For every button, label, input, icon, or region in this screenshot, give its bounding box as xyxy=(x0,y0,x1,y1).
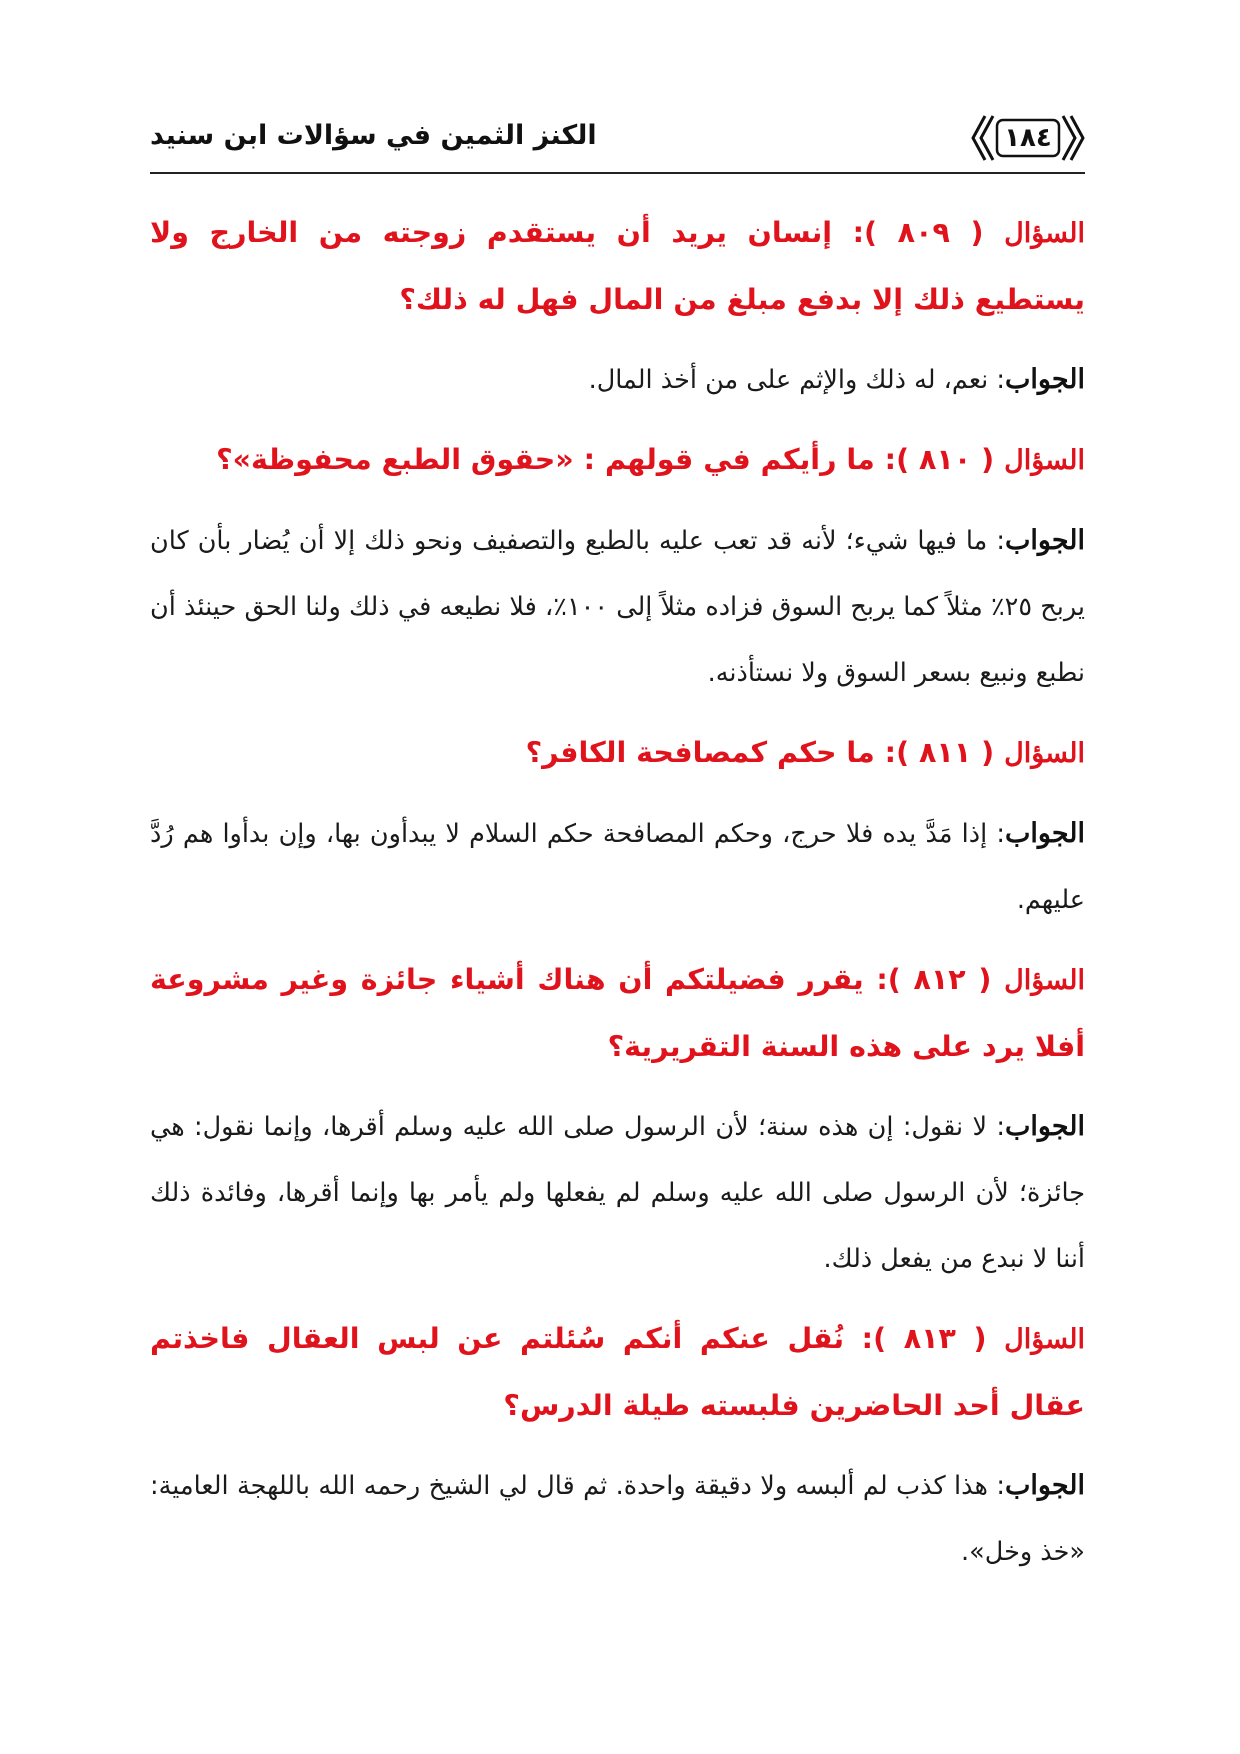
answer-811 xyxy=(150,801,1085,933)
question-number: ( ٨٠٩ ) xyxy=(864,216,984,249)
answer-text: : نعم، له ذلك والإثم على من أخذ المال. xyxy=(588,365,1005,395)
page-number: ١٨٤ xyxy=(1004,123,1052,153)
question-number: ( ٨١٠ ) xyxy=(896,443,995,476)
page-content xyxy=(150,200,1085,1599)
answer-809 xyxy=(150,347,1085,413)
question-label: السؤال xyxy=(1004,738,1085,769)
question-number: ( ٨١٢ ) xyxy=(887,963,992,996)
answer-text: : هذا كذب لم ألبسه ولا دقيقة واحدة. ثم قال لي الشيخ رحمه الله باللهجة العامية: «خذ وخل». xyxy=(150,1471,1085,1567)
answer-label: الجواب xyxy=(1004,1470,1085,1501)
question-number: ( ٨١٣ ) xyxy=(873,1322,987,1355)
answer-810 xyxy=(150,508,1085,706)
answer-label: الجواب xyxy=(1004,818,1085,849)
question-812 xyxy=(150,947,1085,1080)
question-label: السؤال xyxy=(1004,218,1085,249)
question-label: السؤال xyxy=(1004,1324,1086,1355)
page-number-badge xyxy=(971,112,1085,164)
answer-text: : إذا مَدَّ يده فلا حرج، وحكم المصافحة حكم السلام لا يبدأون بها، وإن بدأوا هم رُدَّ عليهم. xyxy=(150,819,1085,915)
answer-812 xyxy=(150,1094,1085,1292)
question-label: السؤال xyxy=(1004,445,1085,476)
answer-label: الجواب xyxy=(1004,525,1085,556)
answer-813 xyxy=(150,1453,1085,1585)
answer-text: : ما فيها شيء؛ لأنه قد تعب عليه بالطبع والتصفيف ونحو ذلك إلا أن يُضار بأن كان يربح ٢٥٪ مثلاً كما يربح السوق فزاده مثلاً إلى ١٠٠٪، فلا نطيعه في ذلك ولنا الحق حينئذ أن نطبع ونبيع بسعر السوق ولا نستأذنه. xyxy=(150,526,1085,688)
answer-text: : لا نقول: إن هذه سنة؛ لأن الرسول صلى الله عليه وسلم أقرها، وإنما نقول: هي جائزة؛ لأن الرسول صلى الله عليه وسلم لم يفعلها ولم يأمر بها وإنما أقرها، وفائدة ذلك أننا لا نبدع من يفعل ذلك. xyxy=(150,1112,1085,1274)
question-text: : يقرر فضيلتكم أن هناك أشياء جائزة وغير مشروعة أفلا يرد على هذه السنة التقريرية؟ xyxy=(150,963,1085,1063)
question-text: : نُقل عنكم أنكم سُئلتم عن لبس العقال فاخذتم عقال أحد الحاضرين فلبسته طيلة الدرس؟ xyxy=(150,1322,1085,1422)
question-813 xyxy=(150,1306,1085,1439)
question-811 xyxy=(150,720,1085,787)
question-text: : ما رأيكم في قولهم : «حقوق الطبع محفوظة»؟ xyxy=(216,443,897,476)
book-title: الكنز الثمين في سؤالات ابن سنيد xyxy=(150,120,597,151)
question-text: : إنسان يريد أن يستقدم زوجته من الخارج ولا يستطيع ذلك إلا بدفع مبلغ من المال فهل له ذلك؟ xyxy=(150,216,1085,316)
answer-label: الجواب xyxy=(1004,1111,1085,1142)
answer-label: الجواب xyxy=(1004,364,1085,395)
header-divider xyxy=(150,172,1085,174)
question-number: ( ٨١١ ) xyxy=(896,736,995,769)
question-809 xyxy=(150,200,1085,333)
page-header xyxy=(150,112,1085,178)
question-text: : ما حكم كمصافحة الكافر؟ xyxy=(525,736,897,769)
question-label: السؤال xyxy=(1004,965,1086,996)
question-810 xyxy=(150,427,1085,494)
